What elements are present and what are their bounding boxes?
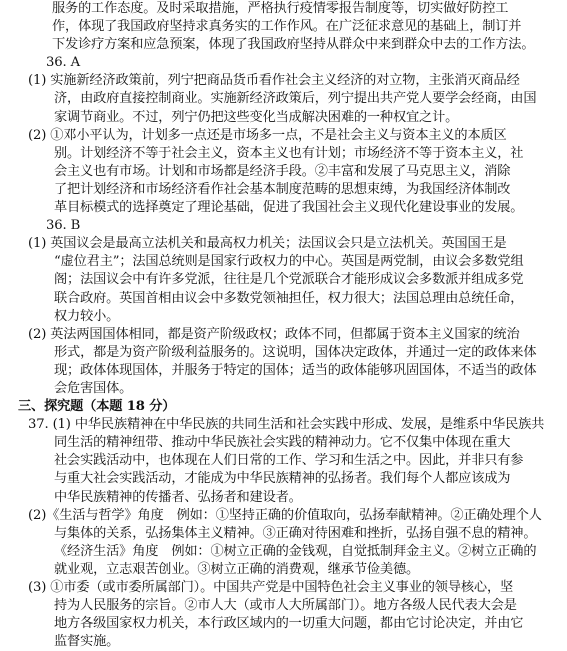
text-line: 同生活的精神纽带、推动中华民族社会实践的精神动力。它不仅集中体现在重大 — [54, 435, 511, 451]
text-line: 监督实施。 — [54, 634, 120, 650]
text-line: 阁；法国议会中有许多党派，往往是几个党派联合才能形成议会多数派并组成多党 — [54, 272, 524, 288]
text-line: 与集体的关系，弘扬集体主义精神。③正确对待困难和挫折，弘扬自强不息的精神。 — [54, 525, 537, 541]
text-line: 别。计划经济不等于社会主义，资本主义也有计划；市场经济不等于资本主义，社 — [54, 145, 524, 161]
text-line: 作，体现了我国政府坚持求真务实的工作作风。在广泛征求意见的基础上，制订并 — [52, 19, 522, 35]
text-line: 联合政府。英国首相由议会中多数党领袖担任，权力很大；法国总理由总统任命， — [54, 290, 524, 306]
question-heading: 36. B — [46, 218, 81, 234]
text-line: 家调节商业。不过，列宁仍把这些变化当成解决困难的一种权宜之计。 — [54, 109, 459, 125]
text-line: 《经济生活》角度 例如：①树立正确的金钱观，自觉抵制拜金主义。②树立正确的 — [54, 543, 537, 559]
text-line: (2)《生活与哲学》角度 例如：①坚持正确的价值取向，弘扬奉献精神。②正确处理个人 — [28, 507, 542, 523]
text-line: 形式，都是为资产阶级利益服务的。这说明，国体决定政体，并通过一定的政体来体 — [54, 344, 537, 360]
question-heading: 36. A — [46, 55, 80, 71]
text-line: (1) 英国议会是最高立法机关和最高权力机关；法国议会只是立法机关。英国国王是 — [28, 236, 507, 252]
text-line: 权力较小。 — [54, 308, 120, 324]
text-line: “虚位君主”；法国总统则是国家行政权力的中心。英国是两党制，由议会多数党组 — [54, 254, 524, 270]
text-line: 革目标模式的选择奠定了理论基础，促进了我国社会主义现代化建设事业的发展。 — [54, 200, 524, 216]
text-line: 了把计划经济和市场经济看作社会基本制度范畴的思想束缚，为我国经济体制改 — [54, 181, 511, 197]
text-line: 中华民族精神的传播者、弘扬者和建设者。 — [54, 489, 302, 505]
section-heading: 三、探究题（本题 18 分） — [18, 399, 176, 415]
text-line: 下发诊疗方案和应急预案，体现了我国政府坚持从群众中来到群众中去的工作方法。 — [52, 37, 535, 53]
text-line: 服务的工作态度。及时采取措施，严格执行疫情零报告制度等，切实做好防控工 — [52, 1, 509, 16]
text-line: 现；政体体现国体，并服务于特定的国体；适当的政体能够巩固国体，不适当的政体 — [54, 362, 537, 378]
text-line: 济，由政府直接控制商业。实施新经济政策后，列宁提出共产党人要学会经商，由国 — [54, 91, 537, 107]
text-line: 37. (1) 中华民族精神在中华民族的共同生活和社会实践中形成、发展，是维系中华民族共 — [28, 417, 545, 433]
text-line: (2) ①邓小平认为，计划多一点还是市场多一点，不是社会主义与资本主义的本质区 — [28, 127, 507, 143]
text-line: 会主义也有市场。计划和市场都是经济手段。②丰富和发展了马克思主义，消除 — [54, 163, 511, 179]
text-line: (2) 英法两国国体相同，都是资产阶级政权；政体不同，但都属于资本主义国家的统治 — [28, 326, 520, 342]
text-line: 社会实践活动中，也体现在人们日常的工作、学习和生活之中。因此，并非只有参 — [54, 453, 524, 469]
text-line: (1) 实施新经济政策前，列宁把商品货币看作社会主义经济的对立物，主张消灭商品经 — [28, 73, 520, 89]
text-line: 持为人民服务的宗旨。②市人大（或市人大所属部门）。地方各级人民代表大会是 — [54, 598, 517, 614]
text-line: (3) ①市委（或市委所属部门）。中国共产党是中国特色社会主义事业的领导核心，坚 — [28, 580, 514, 595]
text-line: 就业观，立志艰苦创业。③树立正确的消费观，继承节俭美德。 — [54, 561, 420, 577]
text-line: 与重大社会实践活动，才能成为中华民族精神的弘扬者。我们每个人都应该成为 — [54, 471, 511, 487]
text-line: 地方各级国家权力机关，本行政区域内的一切重大问题，都由它讨论决定，并由它 — [54, 616, 524, 632]
text-line: 会危害国体。 — [54, 380, 133, 396]
